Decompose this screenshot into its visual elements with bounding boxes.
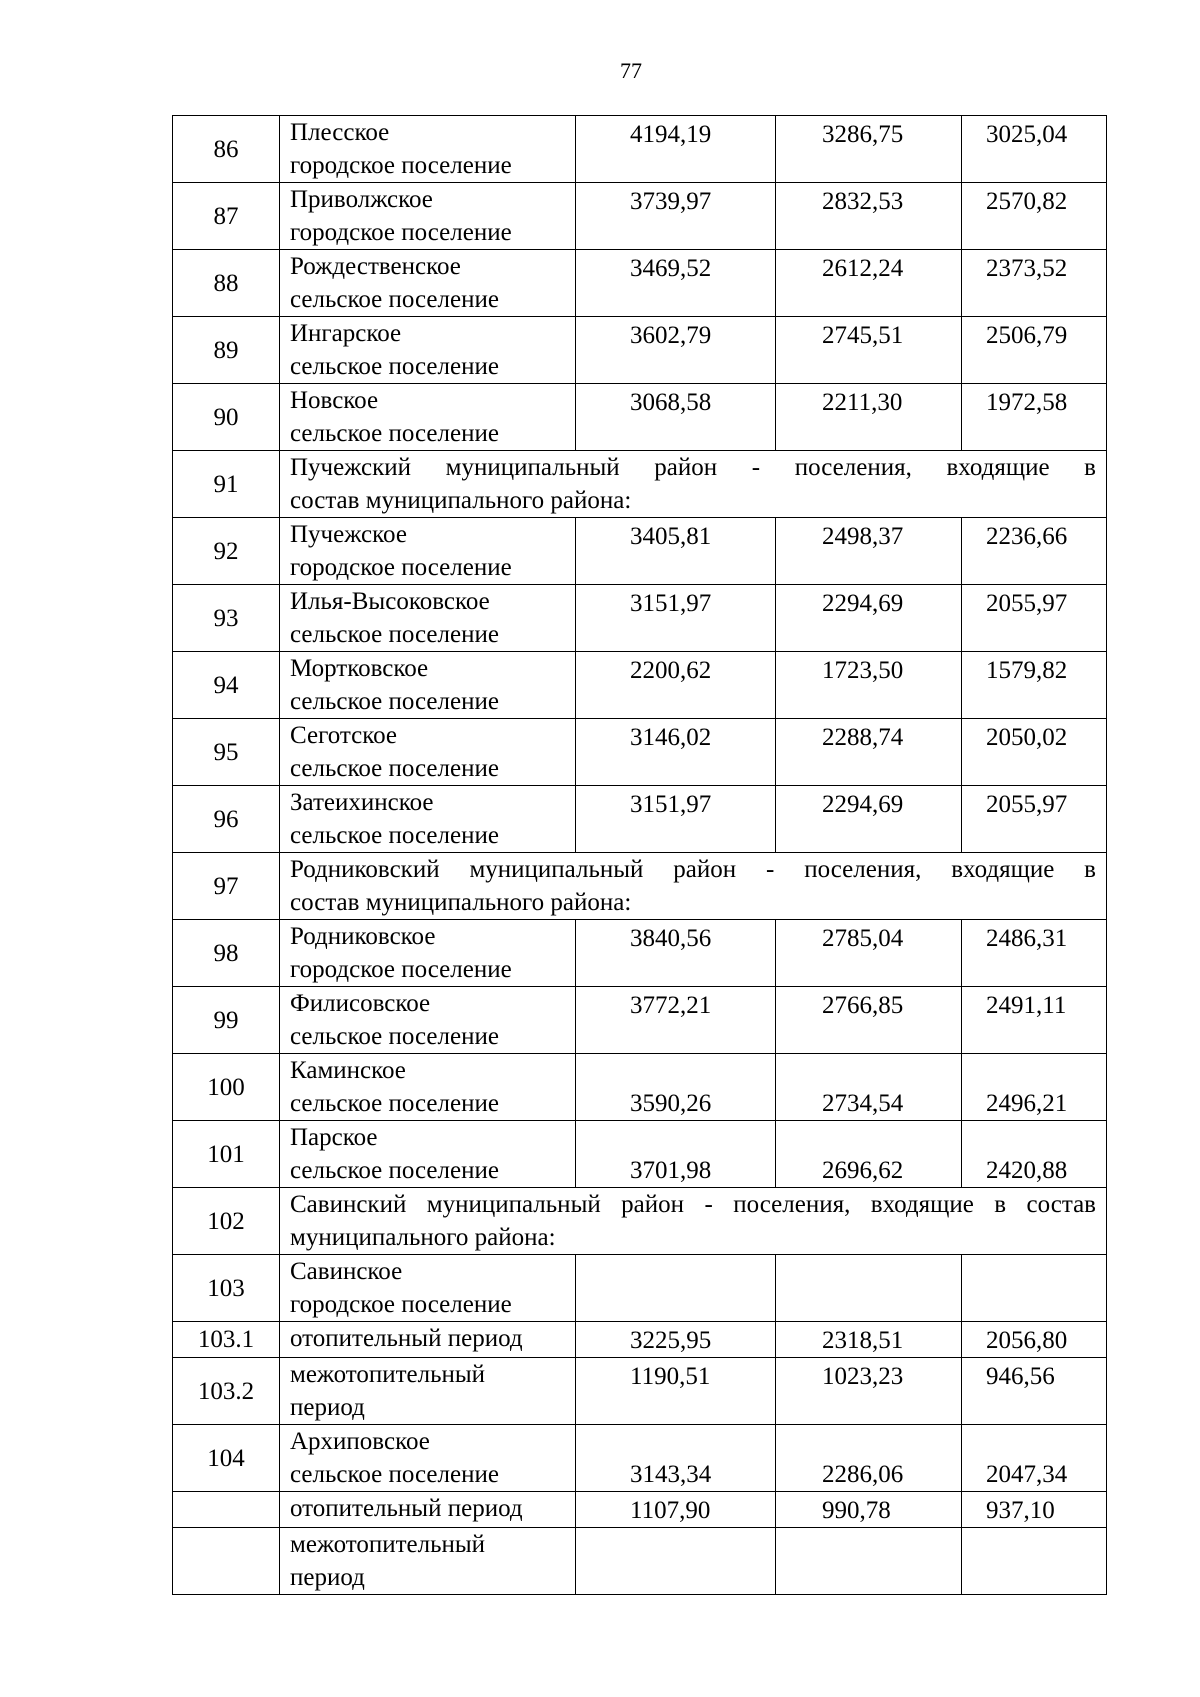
table-row — [173, 384, 1107, 451]
value-cell-2: 2286,06 — [776, 1425, 962, 1492]
settlement-name — [280, 1358, 576, 1425]
value-cell-1: 3590,26 — [576, 1054, 776, 1121]
settlement-name-line2: период — [290, 1394, 365, 1421]
settlement-name — [280, 317, 576, 384]
table-row — [173, 1054, 1107, 1121]
value-cell-1 — [576, 1255, 776, 1322]
settlement-name-line1: межотопительный — [290, 1531, 486, 1558]
settlement-name — [280, 719, 576, 786]
table-row — [173, 585, 1107, 652]
district-heading-line2: состав муниципального района: — [290, 487, 632, 514]
value-cell-3: 2420,88 — [962, 1121, 1107, 1188]
value-cell-3: 3025,04 — [962, 116, 1107, 183]
value-cell-1: 4194,19 — [576, 116, 776, 183]
value-cell-2: 2498,37 — [776, 518, 962, 585]
value-cell-1: 3225,95 — [576, 1322, 776, 1358]
settlement-name-line1: Затеихинское — [290, 789, 434, 816]
settlement-name — [280, 250, 576, 317]
row-number — [173, 1528, 280, 1595]
settlement-name — [280, 786, 576, 853]
settlement-name — [280, 1121, 576, 1188]
row-number: 94 — [173, 652, 280, 719]
table-row — [173, 719, 1107, 786]
row-number: 98 — [173, 920, 280, 987]
settlement-name-line1: Плесское — [290, 119, 390, 146]
value-cell-3: 2570,82 — [962, 183, 1107, 250]
value-cell-2: 2734,54 — [776, 1054, 962, 1121]
settlement-name-line2: сельское поселение — [290, 755, 499, 782]
value-cell-2: 2745,51 — [776, 317, 962, 384]
table-row — [173, 116, 1107, 183]
value-cell-3: 2496,21 — [962, 1054, 1107, 1121]
row-number: 86 — [173, 116, 280, 183]
value-cell-3: 2047,34 — [962, 1425, 1107, 1492]
table-row — [173, 920, 1107, 987]
value-cell-2: 2766,85 — [776, 987, 962, 1054]
value-cell-2: 1023,23 — [776, 1358, 962, 1425]
settlement-name — [280, 1492, 576, 1528]
row-number: 99 — [173, 987, 280, 1054]
table-body — [173, 116, 1107, 1595]
value-cell-1: 3772,21 — [576, 987, 776, 1054]
settlement-name-line1: Парское — [290, 1124, 378, 1151]
value-cell-1: 1190,51 — [576, 1358, 776, 1425]
settlement-name-line1: Новское — [290, 387, 379, 414]
settlement-name-line1: межотопительный — [290, 1361, 486, 1388]
district-heading-line1: Пучежский муниципальный район - поселения, входящие в — [290, 454, 1096, 481]
value-cell-2: 990,78 — [776, 1492, 962, 1528]
value-cell-3: 1579,82 — [962, 652, 1107, 719]
table-row — [173, 1492, 1107, 1528]
settlement-name-line2: сельское поселение — [290, 420, 499, 447]
value-cell-1: 3146,02 — [576, 719, 776, 786]
settlement-name-line2: сельское поселение — [290, 822, 499, 849]
table-row — [173, 652, 1107, 719]
row-number: 104 — [173, 1425, 280, 1492]
value-cell-2 — [776, 1255, 962, 1322]
value-cell-2: 2612,24 — [776, 250, 962, 317]
value-cell-2: 2294,69 — [776, 585, 962, 652]
settlement-name-line2: сельское поселение — [290, 1157, 499, 1184]
settlement-name-line1: Филисовское — [290, 990, 431, 1017]
value-cell-3: 2050,02 — [962, 719, 1107, 786]
table-row — [173, 518, 1107, 585]
value-cell-1 — [576, 1528, 776, 1595]
value-cell-1: 3151,97 — [576, 585, 776, 652]
row-number: 95 — [173, 719, 280, 786]
row-number: 89 — [173, 317, 280, 384]
settlement-name-line1: Приволжское — [290, 186, 433, 213]
table-row — [173, 183, 1107, 250]
district-heading — [280, 1188, 1107, 1255]
settlement-name-line1: Родниковское — [290, 923, 436, 950]
settlement-name — [280, 116, 576, 183]
settlement-name-line2: сельское поселение — [290, 353, 499, 380]
row-number: 103 — [173, 1255, 280, 1322]
value-cell-2: 2211,30 — [776, 384, 962, 451]
table-row — [173, 1188, 1107, 1255]
settlement-name-line2: городское поселение — [290, 152, 512, 179]
row-number: 97 — [173, 853, 280, 920]
tariff-table — [172, 115, 1107, 1595]
settlement-name-line2: городское поселение — [290, 554, 512, 581]
table-row — [173, 250, 1107, 317]
table-row — [173, 451, 1107, 518]
district-heading-line2: состав муниципального района: — [290, 889, 632, 916]
value-cell-3: 2491,11 — [962, 987, 1107, 1054]
settlement-name-line1: Мортковское — [290, 655, 429, 682]
settlement-name-line1: Сеготское — [290, 722, 397, 749]
table-row — [173, 317, 1107, 384]
settlement-name-line2: период — [290, 1564, 365, 1591]
settlement-name-line1: отопительный период — [290, 1325, 523, 1352]
value-cell-1: 3143,34 — [576, 1425, 776, 1492]
value-cell-2: 2318,51 — [776, 1322, 962, 1358]
value-cell-3: 2055,97 — [962, 786, 1107, 853]
settlement-name-line2: сельское поселение — [290, 1023, 499, 1050]
settlement-name-line2: городское поселение — [290, 219, 512, 246]
settlement-name — [280, 920, 576, 987]
value-cell-3: 946,56 — [962, 1358, 1107, 1425]
settlement-name — [280, 518, 576, 585]
settlement-name — [280, 1322, 576, 1358]
value-cell-2: 2288,74 — [776, 719, 962, 786]
settlement-name-line2: сельское поселение — [290, 688, 499, 715]
value-cell-1: 3469,52 — [576, 250, 776, 317]
value-cell-2: 3286,75 — [776, 116, 962, 183]
value-cell-3 — [962, 1255, 1107, 1322]
district-heading — [280, 853, 1107, 920]
district-heading-line2: муниципального района: — [290, 1224, 556, 1251]
value-cell-3: 2486,31 — [962, 920, 1107, 987]
row-number: 92 — [173, 518, 280, 585]
settlement-name — [280, 1425, 576, 1492]
value-cell-1: 3602,79 — [576, 317, 776, 384]
settlement-name-line2: сельское поселение — [290, 1090, 499, 1117]
row-number: 93 — [173, 585, 280, 652]
settlement-name-line1: Каминское — [290, 1057, 406, 1084]
settlement-name — [280, 987, 576, 1054]
row-number: 103.2 — [173, 1358, 280, 1425]
settlement-name-line2: сельское поселение — [290, 621, 499, 648]
row-number: 100 — [173, 1054, 280, 1121]
table-row — [173, 1322, 1107, 1358]
row-number: 87 — [173, 183, 280, 250]
page-number: 77 — [620, 58, 642, 83]
settlement-name-line1: Ингарское — [290, 320, 402, 347]
table-row — [173, 1255, 1107, 1322]
row-number: 101 — [173, 1121, 280, 1188]
settlement-name-line2: сельское поселение — [290, 1461, 499, 1488]
settlement-name — [280, 652, 576, 719]
settlement-name-line1: Пучежское — [290, 521, 407, 548]
settlement-name — [280, 1528, 576, 1595]
value-cell-3: 2055,97 — [962, 585, 1107, 652]
row-number: 103.1 — [173, 1322, 280, 1358]
value-cell-1: 2200,62 — [576, 652, 776, 719]
district-heading-line1: Родниковский муниципальный район - поселения, входящие в — [290, 856, 1096, 883]
value-cell-2: 2294,69 — [776, 786, 962, 853]
settlement-name-line1: Савинское — [290, 1258, 403, 1285]
value-cell-1: 3739,97 — [576, 183, 776, 250]
value-cell-2: 2832,53 — [776, 183, 962, 250]
value-cell-2 — [776, 1528, 962, 1595]
settlement-name — [280, 1255, 576, 1322]
value-cell-1: 3068,58 — [576, 384, 776, 451]
row-number — [173, 1492, 280, 1528]
value-cell-3: 2056,80 — [962, 1322, 1107, 1358]
value-cell-1: 3840,56 — [576, 920, 776, 987]
settlement-name-line2: городское поселение — [290, 956, 512, 983]
value-cell-2: 2785,04 — [776, 920, 962, 987]
settlement-name-line2: сельское поселение — [290, 286, 499, 313]
value-cell-2: 2696,62 — [776, 1121, 962, 1188]
table-row — [173, 1358, 1107, 1425]
row-number: 88 — [173, 250, 280, 317]
settlement-name-line1: Архиповское — [290, 1428, 430, 1455]
settlement-name-line2: городское поселение — [290, 1291, 512, 1318]
value-cell-1: 3701,98 — [576, 1121, 776, 1188]
value-cell-3 — [962, 1528, 1107, 1595]
settlement-name-line1: отопительный период — [290, 1495, 523, 1522]
settlement-name — [280, 585, 576, 652]
settlement-name-line1: Илья-Высоковское — [290, 588, 490, 615]
settlement-name-line1: Рождественское — [290, 253, 461, 280]
value-cell-1: 3151,97 — [576, 786, 776, 853]
value-cell-1: 3405,81 — [576, 518, 776, 585]
value-cell-3: 2373,52 — [962, 250, 1107, 317]
district-heading-line1: Савинский муниципальный район - поселения, входящие в состав — [290, 1191, 1096, 1218]
value-cell-3: 2236,66 — [962, 518, 1107, 585]
value-cell-2: 1723,50 — [776, 652, 962, 719]
table-row — [173, 853, 1107, 920]
row-number: 90 — [173, 384, 280, 451]
row-number: 91 — [173, 451, 280, 518]
row-number: 102 — [173, 1188, 280, 1255]
table-row — [173, 987, 1107, 1054]
value-cell-3: 1972,58 — [962, 384, 1107, 451]
settlement-name — [280, 1054, 576, 1121]
district-heading — [280, 451, 1107, 518]
table-row — [173, 1121, 1107, 1188]
table-row — [173, 786, 1107, 853]
table-row — [173, 1425, 1107, 1492]
table-row — [173, 1528, 1107, 1595]
settlement-name — [280, 384, 576, 451]
row-number: 96 — [173, 786, 280, 853]
value-cell-1: 1107,90 — [576, 1492, 776, 1528]
value-cell-3: 2506,79 — [962, 317, 1107, 384]
settlement-name — [280, 183, 576, 250]
value-cell-3: 937,10 — [962, 1492, 1107, 1528]
